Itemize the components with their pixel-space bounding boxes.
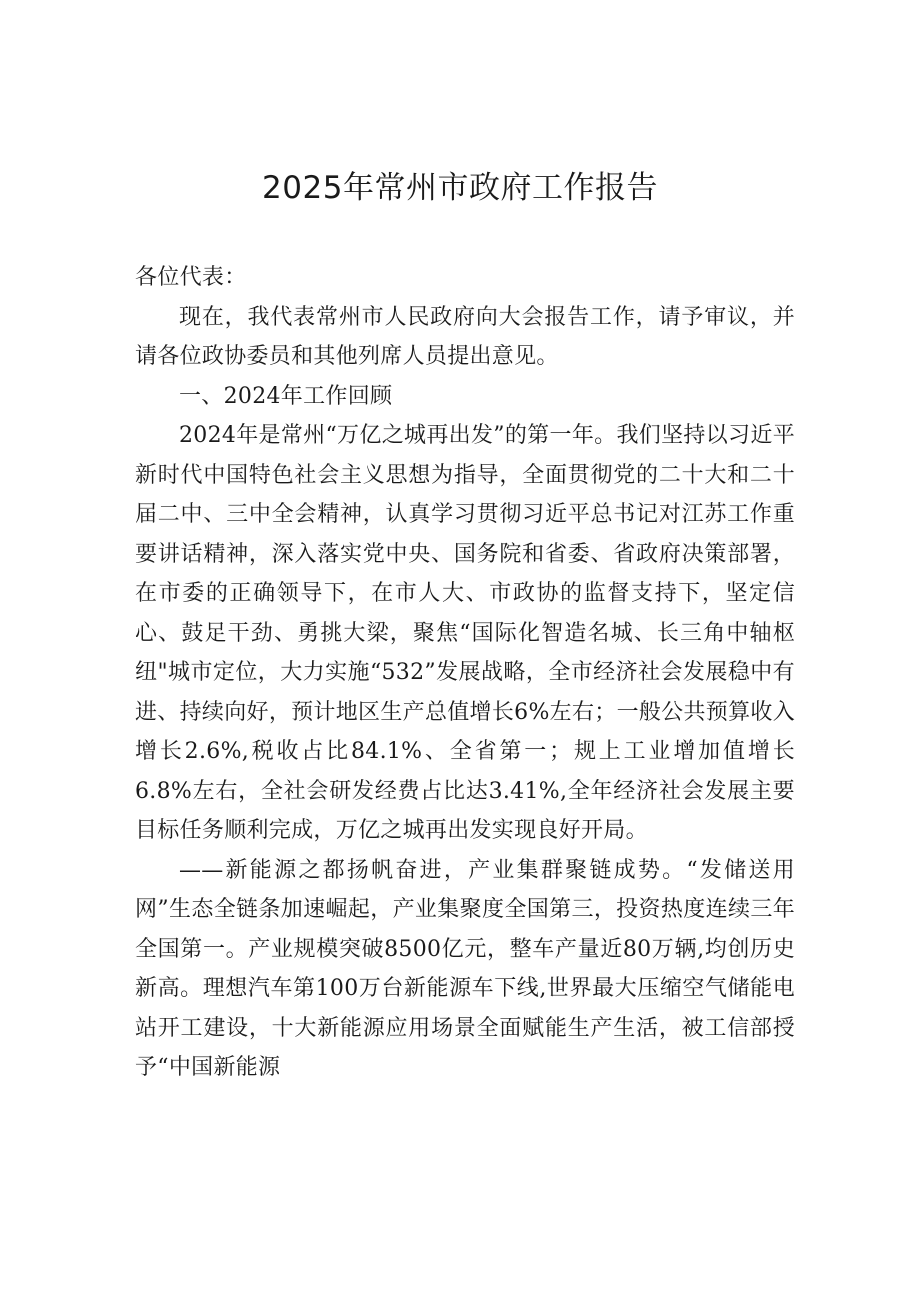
paragraph-intro: 现在，我代表常州市人民政府向大会报告工作，请予审议，并请各位政协委员和其他列席人员提出意见。 xyxy=(135,304,795,369)
document-title: 2025年常州市政府工作报告 xyxy=(262,170,658,206)
paragraph-new-energy: ——新能源之都扬帆奋进，产业集群聚链成势。“发储送用网”生态全链条加速崛起，产业集聚度全国第三，投资热度连续三年全国第一。产业规模突破8500亿元，整车产量近80万辆,均创历史新高。理想汽车第100万台新能源车下线,世界最大压缩空气储能电站开工建设，十大新能源应用场景全面赋能生产生活，被工信部授予“中国新能源 xyxy=(135,857,795,1080)
salutation: 各位代表： xyxy=(135,265,247,290)
section-heading: 一、2024年工作回顾 xyxy=(179,383,393,409)
paragraph-review: 2024年是常州“万亿之城再出发”的第一年。我们坚持以习近平新时代中国特色社会主义思想为指导，全面贯彻党的二十大和二十届二中、三中全会精神，认真学习贯彻习近平总书记对江苏工作重要讲话精神，深入落实党中央、国务院和省委、省政府决策部署，在市委的正确领导下，在市人大、市政协的监督支持下，坚定信心、鼓足干劲、勇挑大梁，聚焦“国际化智造名城、长三角中轴枢纽"城市定位，大力实施“532”发展战略，全市经济社会发展稳中有进、持续向好，预计地区生产总值增长6%左右；一般公共预算收入增长2.6%,税收占比84.1%、全省第一；规上工业增加值增长6.8%左右，全社会研发经费占比达3.41%,全年经济社会发展主要目标任务顺利完成，万亿之城再出发实现良好开局。 xyxy=(135,423,795,843)
document-body xyxy=(135,258,795,1088)
